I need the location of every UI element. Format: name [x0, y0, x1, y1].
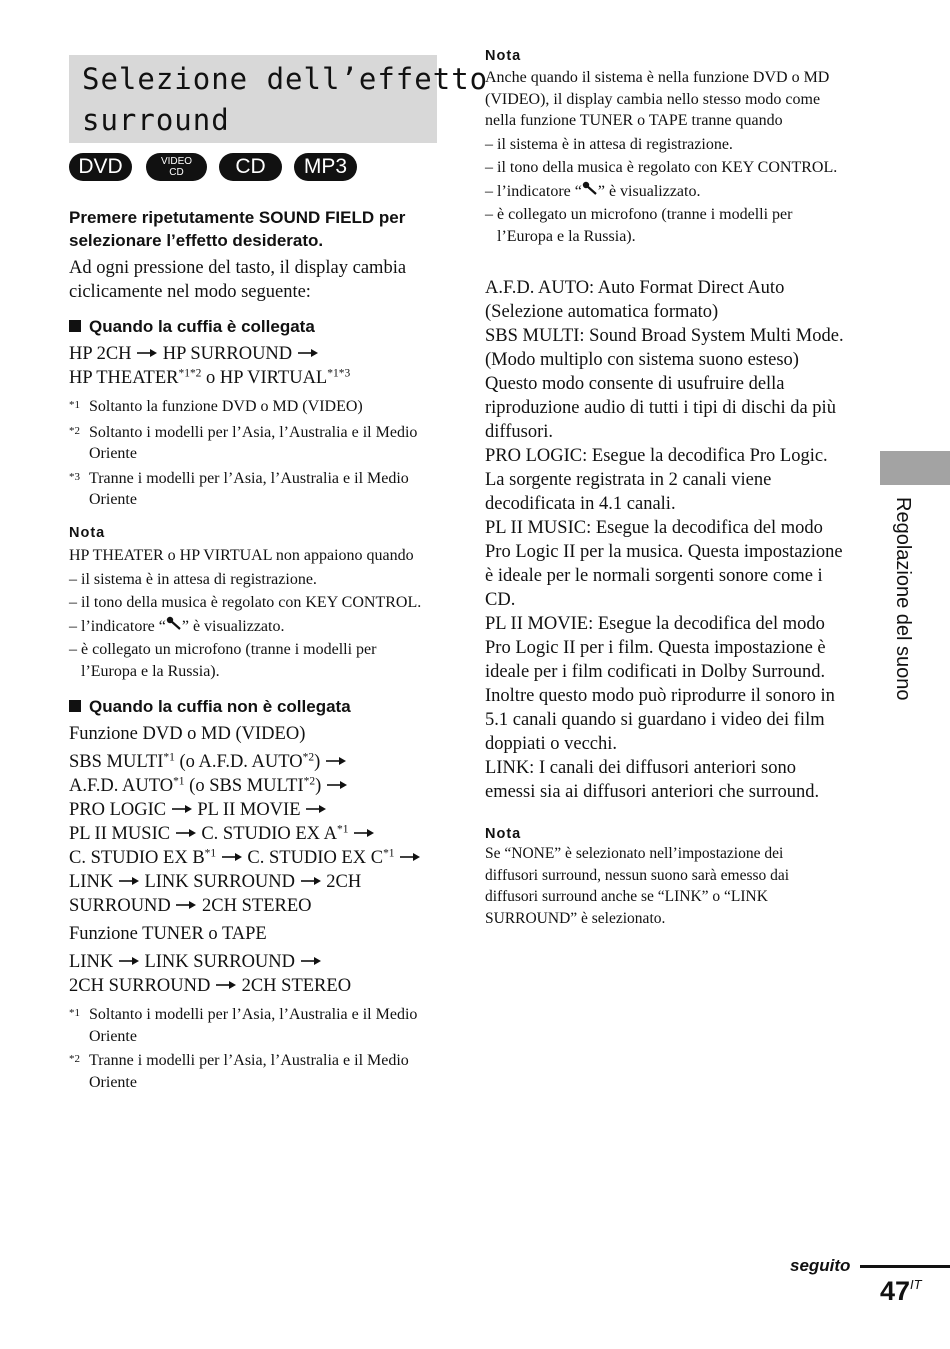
arrow-right-icon — [326, 780, 348, 790]
section-heading-headphones-connected: Quando la cuffia è collegata — [69, 316, 315, 338]
square-bullet-icon — [69, 320, 81, 332]
continued-label: seguito — [790, 1256, 851, 1275]
arrow-right-icon — [353, 828, 375, 838]
continued-rule — [860, 1265, 950, 1268]
arrow-right-icon — [175, 900, 197, 910]
footnotes-section1 — [69, 396, 449, 511]
arrow-right-icon — [171, 804, 193, 814]
page-title-line1: Selezione dell’effetto — [82, 62, 489, 96]
arrow-right-icon — [305, 804, 327, 814]
square-bullet-icon — [69, 700, 81, 712]
video-cd-badge: VIDEO CD — [146, 153, 207, 181]
nota-body-section1: HP THEATER o HP VIRTUAL non appaiono quando – il sistema è in attesa di registrazione. – il tono della musica è regolato con KEY CONTROL. – l’indicatore “ ” è visualizzato. – è collegato un microfono (tranne i modelli per l’Europa e la Russia). — [69, 547, 422, 680]
page-number: $47^{IT}$ — [880, 1276, 922, 1306]
disc-type-badges — [69, 153, 369, 183]
intro-line: Ad ogni pressione del tasto, il display cambia — [69, 258, 407, 278]
footnote: *3 Tranne i modelli per l’Asia, l’Australia e il Medio Oriente — [69, 469, 409, 508]
dvd-mode-sequence: SBS MULTI$^{*1}$ (o A.F.D. AUTO$^{*2}$) A.F.D. AUTO$^{*1}$ (o SBS MULTI$^{*2}$) PRO LOGIC PL II MOVIE PL II MUSIC C. STUDIO EX $A^{*1}$ C. STUDIO EX $B^{*1}$ C. STUDIO EX $C^{*1}$ LINK LINK SURROUND 2CH SURROUND 2CH STEREO — [69, 750, 421, 918]
page-title-line2: surround — [82, 103, 230, 137]
footnote: *1 Soltanto la funzione DVD o MD (VIDEO) — [69, 398, 363, 415]
tuner-mode-sequence: LINK LINK SURROUND 2CH SURROUND 2CH STEREO — [69, 952, 352, 996]
nota-body-right-2: Se “NONE” è selezionato nell’impostazione dei diffusori surround, nessun suono sarà emesso dai diffusori surround anche se “LINK” o “LINK SURROUND” è selezionato. — [485, 845, 790, 927]
cd-badge: CD — [219, 153, 282, 181]
section-side-tab — [880, 451, 950, 485]
arrow-right-icon — [118, 876, 140, 886]
function-dvd-md-label: Funzione DVD o MD (VIDEO) — [69, 724, 306, 744]
mp3-badge: MP3 — [294, 153, 357, 181]
nota-label: Nota — [485, 826, 522, 842]
section-heading-headphones-not-connected: Quando la cuffia non è collegata — [69, 696, 351, 718]
nota-label: Nota — [69, 525, 106, 541]
microphone-icon — [166, 616, 182, 630]
arrow-right-icon — [399, 852, 421, 862]
arrow-right-icon — [297, 348, 319, 358]
dvd-badge: DVD — [69, 153, 132, 181]
mode-descriptions: A.F.D. AUTO: Auto Format Direct Auto (Selezione automatica formato) SBS MULTI: Sound Broad System Multi Mode. (Modo multiplo con sistema suono esteso) Questo modo consente di usufruire della riproduzione audio di tutti i tipi di dischi da più diffusori. PRO LOGIC: Esegue la decodifica Pro Logic. La sorgente registrata in 2 canali viene decodificata in 4.1 canali. PL II MUSIC: Esegue la decodifica del modo Pro Logic II per la musica. Questa impostazione è ideale per le normali sorgenti sonore come i CD. PL II MOVIE: Esegue la decodifica del modo Pro Logic II per i film. Questa impostazione è ideale per i film codificati in Dolby Surround. Inoltre questo modo può riprodurre il sonoro in 5.1 canali quando si guardano i video dei film doppiati o vecchi. LINK: I canali dei diffusori anteriori sono emessi sia ai diffusori anteriori che surround. — [485, 278, 844, 802]
intro-line: ciclicamente nel modo seguente: — [69, 282, 311, 302]
arrow-right-icon — [300, 956, 322, 966]
instruction-text: Premere ripetutamente SOUND FIELD per selezionare l’effetto desiderato. — [69, 208, 406, 250]
footnote: *2 Soltanto i modelli per l’Asia, l’Australia e il Medio Oriente — [69, 423, 418, 462]
footnotes-section2 — [69, 1004, 449, 1093]
function-tuner-tape-label: Funzione TUNER o TAPE — [69, 924, 267, 944]
arrow-right-icon — [300, 876, 322, 886]
page-title — [82, 59, 488, 141]
intro-text — [69, 256, 406, 304]
footnote: *2 Tranne i modelli per l’Asia, l’Australia e il Medio Oriente — [69, 1052, 409, 1091]
microphone-icon — [582, 181, 598, 195]
nota-label: Nota — [485, 48, 522, 64]
arrow-right-icon — [136, 348, 158, 358]
side-tab-label: Regolazione del suono — [892, 497, 914, 701]
arrow-right-icon — [118, 956, 140, 966]
headphone-mode-sequence: HP 2CH HP SURROUND HP $THEATER^{*1*2}$ o HP $VIRTUAL^{*1*3}$ — [69, 344, 351, 388]
arrow-right-icon — [215, 980, 237, 990]
footnote: *1 Soltanto i modelli per l’Asia, l’Australia e il Medio Oriente — [69, 1006, 418, 1045]
nota-body-right-1: Anche quando il sistema è nella funzione DVD o MD (VIDEO), il display cambia nello stesso modo come nella funzione TUNER o TAPE tranne quando – il sistema è in attesa di registrazione. – il tono della musica è regolato con KEY CONTROL. – l’indicatore “ ” è visualizzato. – è collegato un microfono (tranne i modelli per l’Europa e la Russia). — [485, 69, 838, 245]
arrow-right-icon — [221, 852, 243, 862]
arrow-right-icon — [325, 756, 347, 766]
arrow-right-icon — [175, 828, 197, 838]
